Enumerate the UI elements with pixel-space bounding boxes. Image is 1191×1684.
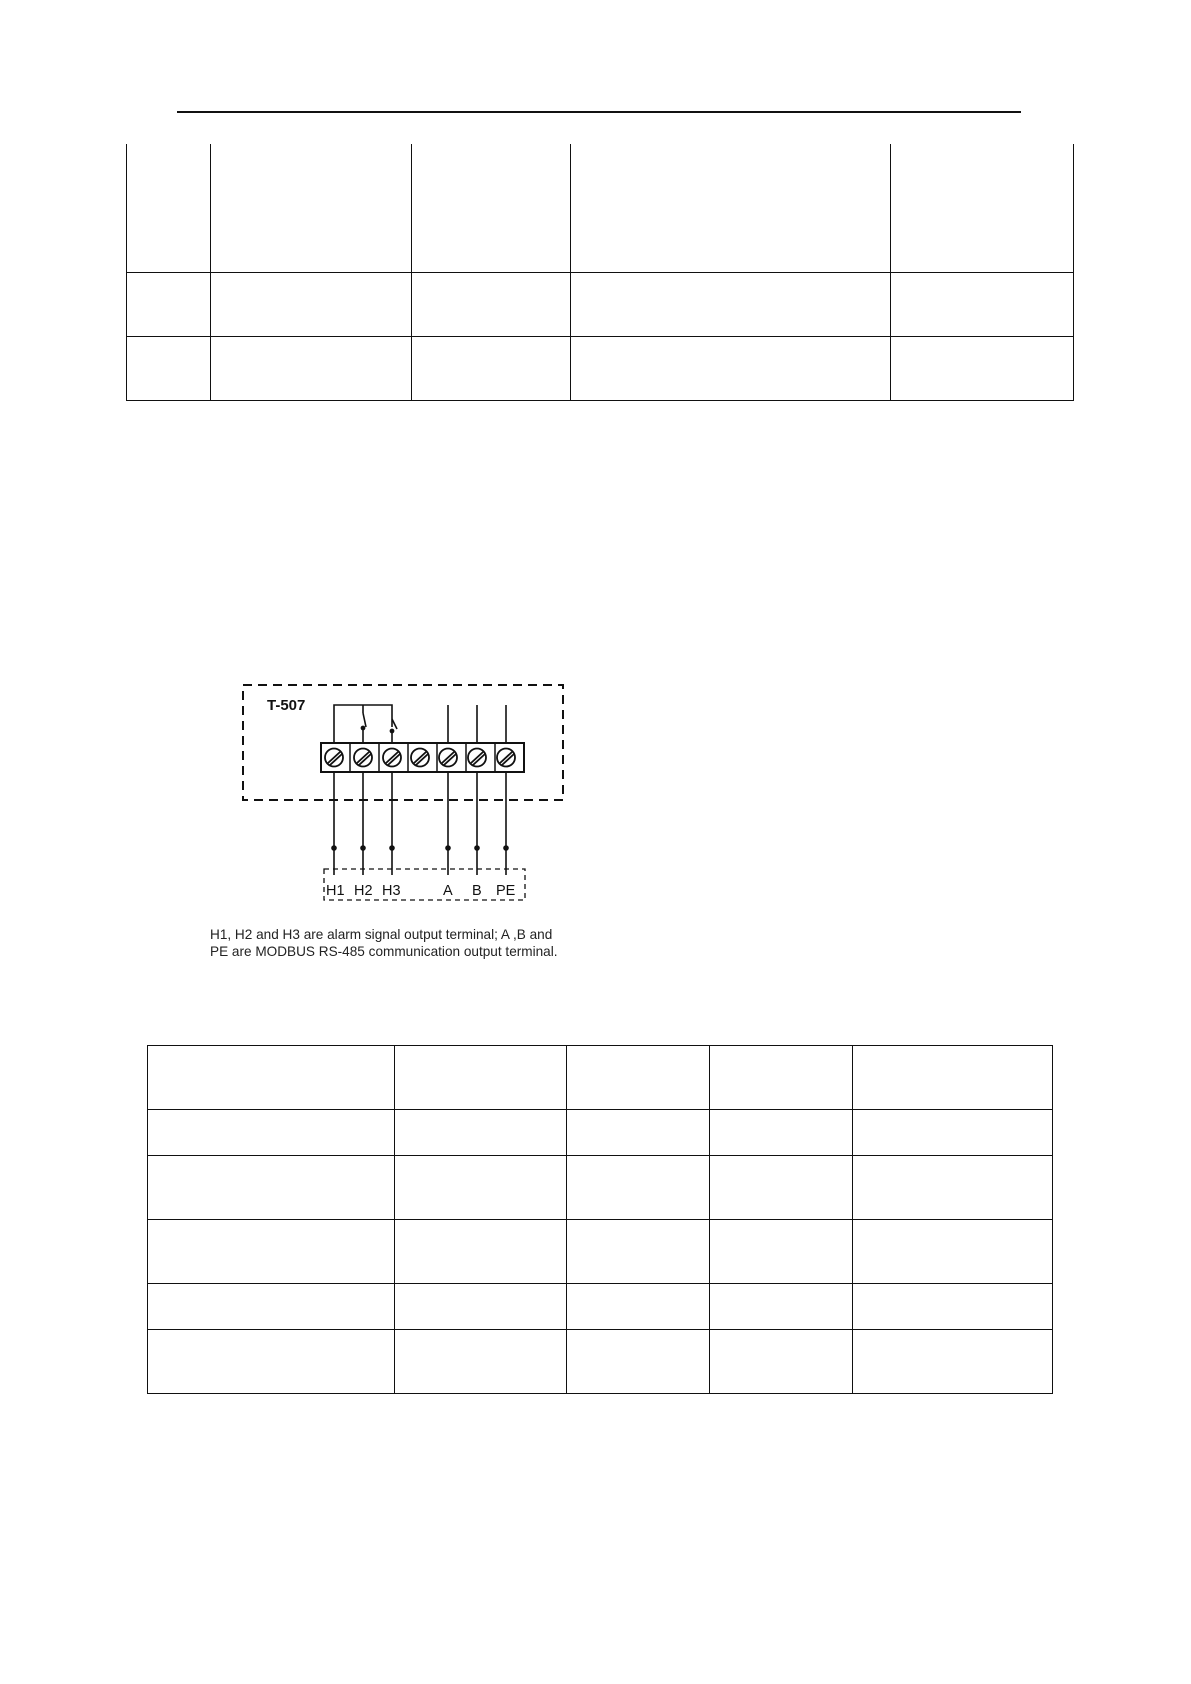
table-row <box>148 1284 1053 1330</box>
table-cell <box>412 272 571 336</box>
table-cell <box>891 336 1074 400</box>
caption-line: PE are MODBUS RS-485 communication output terminal. <box>210 944 558 959</box>
device-label: T-507 <box>267 697 306 714</box>
table-cell <box>571 272 891 336</box>
output-leads <box>334 772 506 875</box>
terminal-label-a: A <box>443 883 453 899</box>
terminal-block <box>321 743 524 772</box>
table-cell <box>710 1156 853 1220</box>
table-cell <box>567 1156 710 1220</box>
terminal-label-pe: PE <box>496 883 516 899</box>
table-cell <box>148 1110 395 1156</box>
table-cell <box>148 1330 395 1394</box>
table-row <box>148 1330 1053 1394</box>
table-row <box>148 1220 1053 1284</box>
top-table <box>126 144 1074 401</box>
table-cell <box>567 1220 710 1284</box>
table-cell <box>891 144 1074 272</box>
diagram-caption <box>210 926 640 960</box>
header-rule <box>177 111 1021 113</box>
table-cell <box>571 144 891 272</box>
table-cell <box>853 1284 1053 1330</box>
relay-switches <box>334 705 506 743</box>
terminal-label-h2: H2 <box>354 883 373 899</box>
table-cell <box>395 1046 567 1110</box>
table-cell <box>567 1284 710 1330</box>
table-cell <box>412 336 571 400</box>
table-cell <box>710 1046 853 1110</box>
table-row <box>148 1110 1053 1156</box>
table-cell <box>127 144 211 272</box>
table-cell <box>853 1156 1053 1220</box>
table-cell <box>853 1110 1053 1156</box>
terminal-label-h1: H1 <box>326 883 345 899</box>
table-row <box>127 144 1074 272</box>
table-cell <box>148 1220 395 1284</box>
table-cell <box>211 336 412 400</box>
table-row <box>127 272 1074 336</box>
terminal-label-h3: H3 <box>382 883 401 899</box>
table-row <box>127 336 1074 400</box>
table-cell <box>567 1046 710 1110</box>
table-cell <box>395 1110 567 1156</box>
table-cell <box>412 144 571 272</box>
table-cell <box>395 1156 567 1220</box>
table-cell <box>148 1156 395 1220</box>
table-cell <box>710 1110 853 1156</box>
table-cell <box>567 1330 710 1394</box>
table-cell <box>853 1046 1053 1110</box>
table-cell <box>710 1284 853 1330</box>
lead-dots <box>331 845 509 851</box>
table-cell <box>211 272 412 336</box>
table-cell <box>853 1220 1053 1284</box>
table-row <box>148 1156 1053 1220</box>
table-cell <box>710 1330 853 1394</box>
table-cell <box>395 1220 567 1284</box>
table-cell <box>853 1330 1053 1394</box>
table-cell <box>395 1330 567 1394</box>
table-cell <box>891 272 1074 336</box>
table-row <box>148 1046 1053 1110</box>
caption-line: H1, H2 and H3 are alarm signal output terminal; A ,B and <box>210 927 553 942</box>
table-cell <box>571 336 891 400</box>
table-cell <box>395 1284 567 1330</box>
table-cell <box>710 1220 853 1284</box>
table-cell <box>127 272 211 336</box>
table-cell <box>127 336 211 400</box>
table-cell <box>567 1110 710 1156</box>
table-cell <box>211 144 412 272</box>
table-cell <box>148 1284 395 1330</box>
bottom-table <box>147 1045 1053 1394</box>
table-cell <box>148 1046 395 1110</box>
wiring-diagram <box>230 675 590 910</box>
terminal-label-b: B <box>472 883 482 899</box>
